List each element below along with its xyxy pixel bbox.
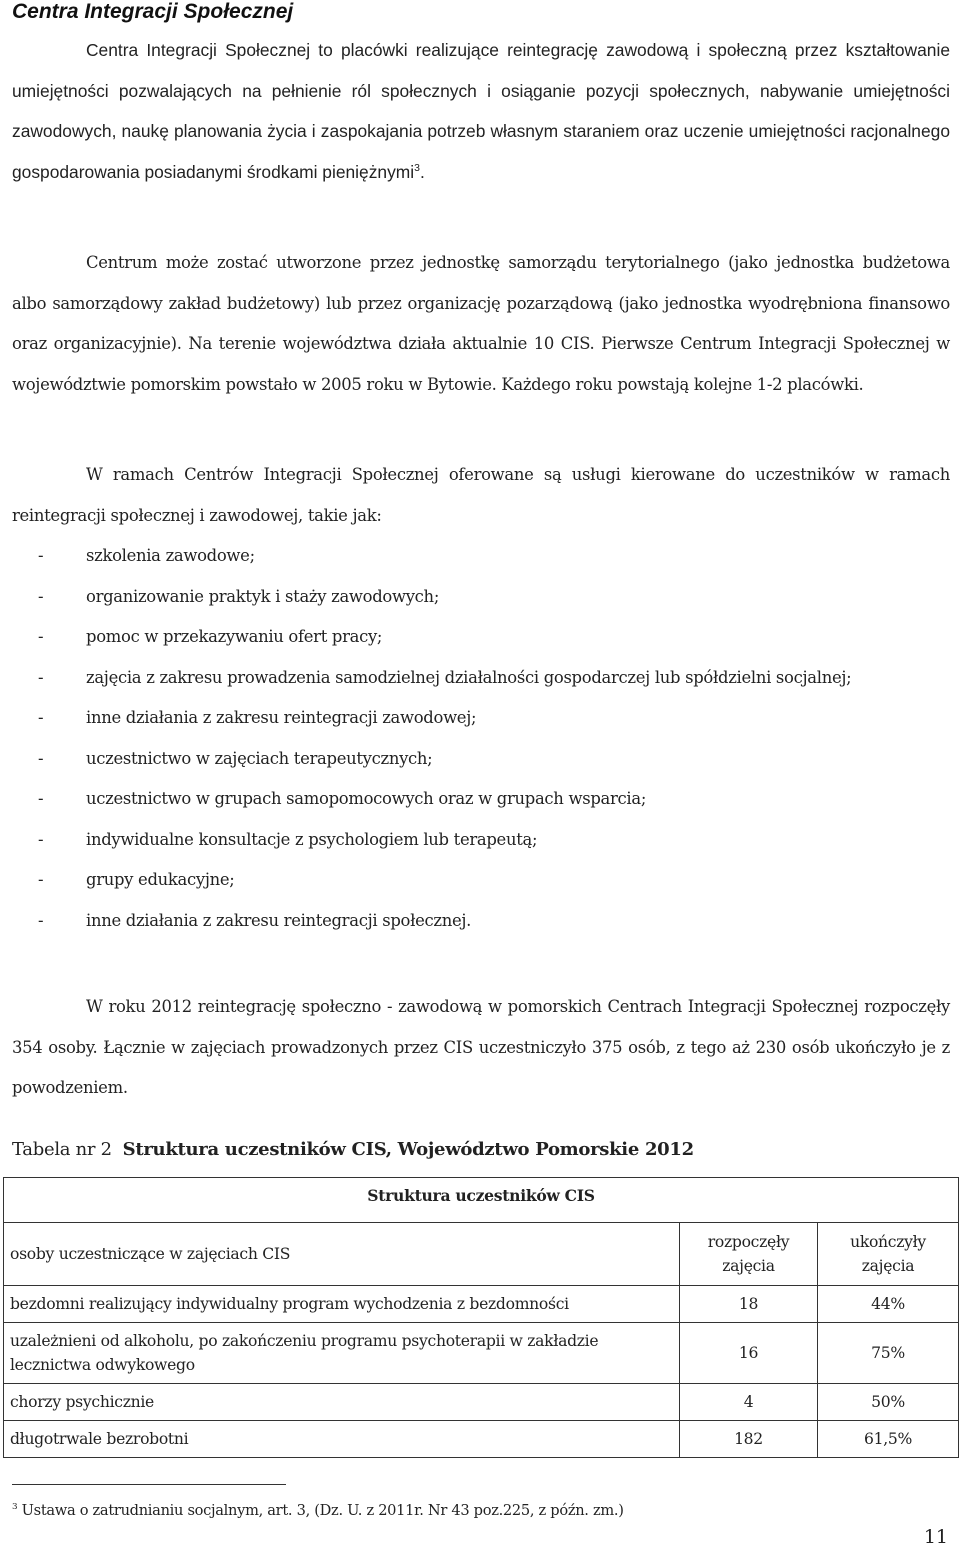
list-dash: -	[38, 546, 44, 565]
list-item-text: pomoc w przekazywaniu ofert pracy;	[86, 627, 383, 646]
list-item	[12, 739, 950, 780]
list-item	[12, 901, 950, 942]
list-item	[12, 536, 950, 577]
list-item	[12, 698, 950, 739]
table-row	[4, 1323, 959, 1384]
list-dash: -	[38, 708, 44, 727]
paragraph-cis-definition	[12, 30, 950, 192]
footnote-number: 3	[12, 1502, 18, 1513]
list-item-text: inne działania z zakresu reintegracji zawodowej;	[86, 708, 477, 727]
list-dash: -	[38, 829, 44, 849]
list-item-text: zajęcia z zakresu prowadzenia samodzielnej działalności gospodarczej lub spółdzielni socjalnej;	[86, 667, 852, 687]
list-dash: -	[38, 586, 44, 606]
list-item-text: organizowanie praktyk i staży zawodowych;	[86, 586, 440, 606]
list-dash: -	[38, 870, 44, 889]
list-item-text: uczestnictwo w grupach samopomocowych oraz w grupach wsparcia;	[86, 789, 647, 808]
cell-started: 16	[680, 1323, 818, 1384]
paragraph-text: Centra Integracji Społecznej to placówki realizujące reintegrację zawodową i społeczną przez kształtowanie umiejętności pozwalających na pełnienie ról społecznych i osiąganie pozycji społecznych, nabywanie umiejętności zawodowych, naukę planowania życia i zaspokajania potrzeb własnym staraniem oraz uczenie umiejętności racjonalnego gospodarowania posiadanymi środkami pieniężnymi	[12, 40, 950, 182]
list-item-text: indywidualne konsultacje z psychologiem lub terapeutą;	[86, 829, 538, 849]
list-item	[12, 779, 950, 820]
row-label: chorzy psychicznie	[4, 1384, 680, 1421]
footnote-text: Ustawa o zatrudnianiu socjalnym, art. 3, (Dz. U. z 2011r. Nr 43 poz.225, z późn. zm.)	[21, 1502, 624, 1519]
column-header-completed: ukończyły zajęcia	[818, 1223, 959, 1286]
paragraph-services-intro: W ramach Centrów Integracji Społecznej oferowane są usługi kierowane do uczestników w ramach reintegracji społecznej i zawodowej, takie jak:	[12, 465, 950, 525]
column-header-group: osoby uczestniczące w zajęciach CIS	[4, 1223, 680, 1286]
list-item	[12, 577, 950, 618]
cell-started: 4	[680, 1384, 818, 1421]
table-caption-title: Struktura uczestników CIS, Województwo Pomorskie 2012	[122, 1139, 694, 1160]
list-item-text: uczestnictwo w zajęciach terapeutycznych;	[86, 748, 433, 768]
row-label: bezdomni realizujący indywidualny program wychodzenia z bezdomności	[4, 1286, 680, 1323]
table-caption	[12, 1134, 694, 1166]
cell-completed: 44%	[818, 1286, 959, 1323]
footnote	[12, 1499, 624, 1523]
list-item	[12, 820, 950, 861]
row-label: długotrwale bezrobotni	[4, 1421, 680, 1458]
list-item	[12, 617, 950, 658]
section-heading: Centra Integracji Społecznej	[12, 0, 294, 23]
table-title-row	[4, 1178, 959, 1223]
list-item-text: inne działania z zakresu reintegracji społecznej.	[86, 910, 472, 930]
footnote-reference[interactable]: 3	[414, 162, 420, 174]
list-item	[12, 658, 950, 699]
table-row	[4, 1384, 959, 1421]
footnote-divider	[12, 1484, 286, 1485]
list-dash: -	[38, 667, 44, 687]
list-item	[12, 860, 950, 901]
cell-started: 18	[680, 1286, 818, 1323]
cell-completed: 50%	[818, 1384, 959, 1421]
paragraph-2012-summary: W roku 2012 reintegrację społeczno - zawodową w pomorskich Centrach Integracji Społecznej rozpoczęły 354 osoby. Łącznie w zajęciach prowadzonych przez CIS uczestniczyło 375 osób, z tego aż 230 osób ukończyło je z powodzeniem.	[12, 997, 950, 1097]
paragraph-end: .	[419, 161, 425, 182]
list-dash: -	[38, 789, 44, 808]
table-row	[4, 1421, 959, 1458]
list-dash: -	[38, 627, 44, 646]
list-dash: -	[38, 748, 44, 768]
cell-completed: 61,5%	[818, 1421, 959, 1458]
list-dash: -	[38, 910, 44, 930]
paragraph-cis-creation: Centrum może zostać utworzone przez jednostkę samorządu terytorialnego (jako jednostka budżetowa albo samorządowy zakład budżetowy) lub przez organizację pozarządową (jako jednostka wyodrębniona finansowo oraz organizacyjnie). Na terenie województwa działa aktualnie 10 CIS. Pierwsze Centrum Integracji Społecznej w województwie pomorskim powstało w 2005 roku w Bytowie. Każdego roku powstają kolejne 1-2 placówki.	[12, 253, 950, 394]
cell-started: 182	[680, 1421, 818, 1458]
row-label: uzależnieni od alkoholu, po zakończeniu programu psychoterapii w zakładzie lecznictwa odwykowego	[4, 1323, 680, 1384]
participants-table	[3, 1177, 959, 1458]
column-header-started: rozpoczęły zajęcia	[680, 1223, 818, 1286]
list-item-text: grupy edukacyjne;	[86, 870, 235, 889]
list-item-text: szkolenia zawodowe;	[86, 546, 255, 565]
page-number: 11	[923, 1526, 948, 1548]
table-header-row	[4, 1223, 959, 1286]
cell-completed: 75%	[818, 1323, 959, 1384]
services-list	[12, 536, 950, 941]
table-title: Struktura uczestników CIS	[4, 1178, 959, 1223]
table-row	[4, 1286, 959, 1323]
table-caption-label: Tabela nr 2	[12, 1139, 112, 1160]
